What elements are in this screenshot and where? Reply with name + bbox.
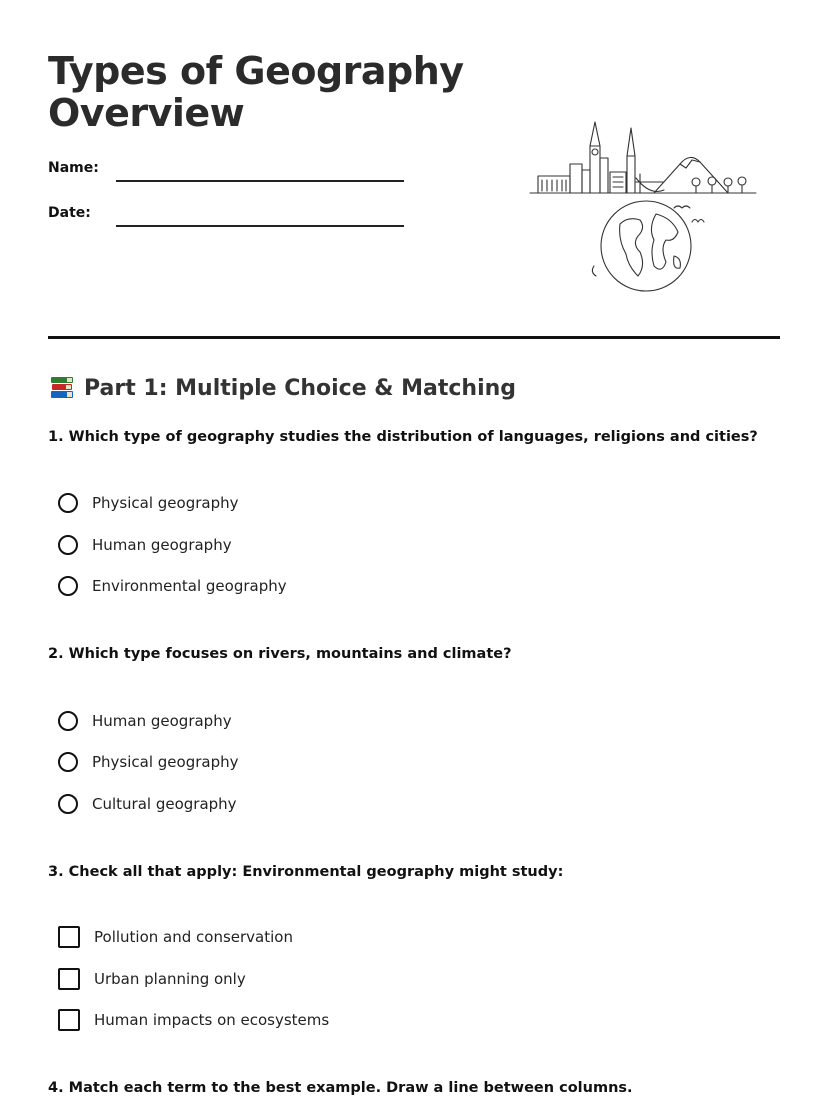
date-field: [48, 205, 408, 229]
question-2: 2. Which type focuses on rivers, mountains and climate?: [48, 646, 512, 662]
q2-option-2[interactable]: [58, 750, 239, 774]
option-label: Physical geography: [92, 494, 239, 512]
radio-button[interactable]: [58, 711, 78, 731]
city-globe-illustration-icon: [528, 116, 760, 296]
option-label: Urban planning only: [94, 970, 246, 988]
question-1: 1. Which type of geography studies the distribution of languages, religions and cities?: [48, 429, 758, 445]
question-3: 3. Check all that apply: Environmental geography might study:: [48, 864, 564, 880]
date-label: Date:: [48, 205, 91, 221]
radio-button[interactable]: [58, 752, 78, 772]
q1-option-2[interactable]: [58, 533, 232, 557]
date-line[interactable]: [116, 225, 404, 227]
option-label: Environmental geography: [92, 577, 287, 595]
q2-option-3[interactable]: [58, 792, 237, 816]
q3-option-2[interactable]: [58, 967, 246, 991]
name-label: Name:: [48, 160, 99, 176]
checkbox[interactable]: [58, 968, 80, 990]
books-icon: [48, 374, 76, 402]
name-field: [48, 160, 408, 184]
option-label: Cultural geography: [92, 795, 237, 813]
question-4: 4. Match each term to the best example. Draw a line between columns.: [48, 1080, 633, 1096]
q1-option-1[interactable]: [58, 491, 239, 515]
part1-title: [48, 374, 516, 402]
q3-option-1[interactable]: [58, 925, 293, 949]
header-divider: [48, 336, 780, 339]
radio-button[interactable]: [58, 794, 78, 814]
checkbox[interactable]: [58, 926, 80, 948]
option-label: Human impacts on ecosystems: [94, 1011, 330, 1029]
q2-option-1[interactable]: [58, 709, 232, 733]
option-label: Human geography: [92, 712, 232, 730]
radio-button[interactable]: [58, 493, 78, 513]
option-label: Human geography: [92, 536, 232, 554]
checkbox[interactable]: [58, 1009, 80, 1031]
q1-option-3[interactable]: [58, 574, 287, 598]
worksheet-title: Types of Geography Overview: [48, 49, 464, 135]
name-line[interactable]: [116, 180, 404, 182]
radio-button[interactable]: [58, 576, 78, 596]
option-label: Pollution and conservation: [94, 928, 293, 946]
option-label: Physical geography: [92, 753, 239, 771]
radio-button[interactable]: [58, 535, 78, 555]
part1-title-text: Part 1: Multiple Choice & Matching: [84, 375, 517, 401]
q3-option-3[interactable]: [58, 1008, 329, 1032]
